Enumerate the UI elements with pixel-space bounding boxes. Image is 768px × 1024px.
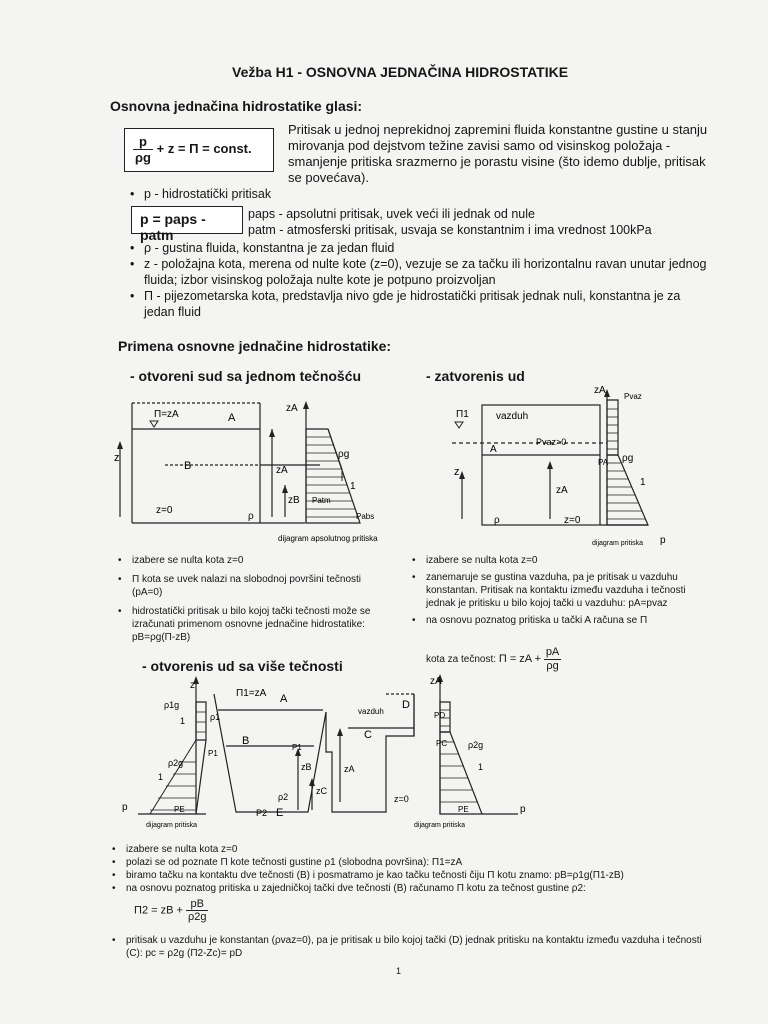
fig3-rho2: ρ2 — [278, 792, 289, 802]
right-notes — [410, 554, 710, 627]
fig3-point-e: E — [276, 807, 284, 819]
fig1-z: z — [114, 452, 120, 464]
fig3-diag-left: dijagram pritiska — [146, 822, 197, 829]
bottom-note-0: • izabere se nulta kota z=0 — [110, 843, 730, 856]
bottom-note-2: • biramo tačku na kontaktu dve tečnosti (B) i posmatramo je kao tačku tečnosti čiju Π kotu znamo: pB=ρ1g(Π1-zB) — [110, 869, 730, 882]
fig3-point-c: C — [364, 729, 372, 741]
fig2-diag-label: dijagram pritiska — [592, 540, 643, 547]
pi2-num: pB — [186, 898, 209, 911]
pi2-den: ρ2g — [187, 911, 207, 923]
fig1-diag-label: dijagram apsolutnog pritiska — [278, 534, 378, 543]
left-note-2: • hidrostatički pritisak u bilo kojoj tački tečnosti može se izračunati primenom osnovne jednačine hidrostatike: pB=ρg(Π-zB) — [116, 605, 384, 644]
page-title: Vežba H1 - OSNOVNA JEDNAČINA HIDROSTATIKE — [232, 64, 569, 80]
right-formula-den: ρg — [546, 660, 559, 672]
fig1-za: zA — [276, 465, 288, 476]
fig1-rhog: ρg — [338, 449, 350, 460]
bullet-p: • p - hidrostatički pritisak — [128, 186, 688, 202]
case3-heading: - otvorenis ud sa više tečnosti — [142, 658, 343, 674]
fig2-p: p — [660, 535, 666, 546]
bullet-rho: • ρ - gustina fluida, konstantna je za jedan fluid — [128, 240, 708, 256]
paps-desc: paps - apsolutni pritisak, uvek veći ili jednak od nule — [248, 207, 535, 221]
right-note-2: • na osnovu poznatog pritiska u tački A računa se Π — [410, 614, 710, 627]
fig3-pc: PC — [436, 739, 448, 748]
pressure-eq-box — [131, 206, 243, 243]
fig1-pabs: Pabs — [356, 512, 375, 521]
main-description: Pritisak u jednoj neprekidnoj zapremini fluida konstantne gustine u stanju mirovanja pod dejstvom težine zavisi samo od visinskog položaja - smanjenje pritiska srazmerno je porastu visine (što idemo dublje, pritisak se povećava). — [288, 122, 708, 185]
fig3-point-d: D — [402, 699, 410, 711]
right-note-0: • izabere se nulta kota z=0 — [410, 554, 710, 567]
page-number: 1 — [396, 966, 402, 976]
pi2-formula — [134, 898, 208, 923]
fig2-rho: ρ — [494, 515, 500, 526]
fig3-p2: P2 — [256, 808, 268, 818]
fig2-rhog: ρg — [622, 453, 634, 464]
fig1-za-top: zA — [286, 403, 298, 414]
fig3-rho2g: ρ2g — [168, 758, 184, 768]
fig3-vazduh: vazduh — [358, 707, 384, 716]
right-formula-num: pA — [545, 646, 560, 658]
fig1-point-a: A — [228, 412, 236, 424]
fig3-one-a: 1 — [180, 716, 186, 726]
fig2-pa: PA — [598, 458, 609, 467]
fig3-zc: zC — [316, 786, 327, 796]
fig2-point-a: A — [490, 444, 497, 455]
bullet-list — [128, 240, 708, 320]
application-heading: Primena osnovne jednačine hidrostatike: — [118, 338, 392, 354]
bullet-p-list — [128, 186, 688, 202]
fig2-one: 1 — [640, 477, 646, 488]
fig3-z0: z=0 — [394, 794, 409, 804]
bottom-note-3: • na osnovu poznatog pritiska u zajedničkoj tački dve tečnosti (B) računamo Π kotu za tečnost gustine ρ2: — [110, 882, 730, 895]
pressure-equation: p = paps - patm — [140, 211, 206, 243]
case2-heading: - zatvorenis ud — [426, 368, 525, 384]
fig2-pvaz-gt0: Pvaz>0 — [536, 437, 567, 447]
fig2-za-top: zA — [594, 385, 606, 396]
fig2-z0: z=0 — [564, 515, 581, 526]
fig3-p-right: p — [520, 804, 526, 815]
left-note-1: • Π kota se uvek nalazi na slobodnoj površini tečnosti (pA=0) — [116, 573, 384, 599]
fig2-za: zA — [556, 485, 568, 496]
fig3-p1-right: P1 — [292, 743, 302, 752]
bottom-note-1: • polazi se od poznate Π kote tečnosti gustine ρ1 (slobodna površina): Π1=zA — [110, 856, 730, 869]
left-notes — [116, 554, 384, 644]
fig3-za-inner: zA — [344, 764, 355, 774]
fig2-pi1: Π1 — [456, 409, 469, 420]
eq-num: p — [133, 134, 153, 150]
fig1-rho: ρ — [248, 511, 254, 522]
intro-heading: Osnovna jednačina hidrostatike glasi: — [110, 98, 363, 114]
bottom-notes — [110, 843, 730, 895]
fig3-zb: zB — [301, 762, 312, 772]
bullet-z: • z - položajna kota, merena od nulte kote (z=0), vezuje se za tačku ili horizontalnu ravan unutar jednog fluida; izbor visinskog položaja nulte kote je potpuno proizvoljan — [128, 256, 708, 288]
fig2-vazduh: vazduh — [496, 411, 529, 422]
fig1-pi-label: Π=zA — [154, 409, 179, 420]
right-note-1: • zanemaruje se gustina vazduha, pa je pritisak u vazduhu konstantan. Pritisak na kontaktu između vazduha i tečnosti jednak je pritisku u bilo kojoj tački u vazduhu: pA=pvaz — [410, 571, 710, 610]
fig1-zb: zB — [288, 495, 300, 506]
fig3-rho1g: ρ1g — [164, 700, 180, 710]
fig3-diag-right: dijagram pritiska — [414, 822, 465, 829]
pi2-lhs: Π2 = zB + — [134, 904, 183, 917]
fig3-pd: PD — [434, 711, 446, 720]
right-formula-prefix: kota za tečnost: — [426, 654, 497, 666]
closed-vessel-figure — [452, 385, 682, 560]
fig3-one-c: 1 — [478, 762, 484, 772]
fig1-z0: z=0 — [156, 505, 173, 516]
open-vessel-figure — [110, 385, 400, 550]
fig3-z: z — [190, 680, 195, 691]
right-formula-lhs: Π = zA + — [498, 653, 542, 666]
left-note-0: • izabere se nulta kota z=0 — [116, 554, 384, 567]
fig2-z: z — [454, 466, 460, 478]
fig3-one-b: 1 — [158, 772, 164, 782]
fig3-p-left: p — [122, 802, 128, 813]
fig1-point-b: B — [184, 460, 192, 472]
last-note-list — [110, 934, 710, 960]
case1-heading: - otvoreni sud sa jednom tečnošću — [130, 368, 362, 384]
fig2-pvaz: Pvaz — [624, 392, 642, 401]
fig3-rho1: ρ1 — [210, 712, 221, 722]
fig3-rho2g-right: ρ2g — [468, 740, 484, 750]
eq-rest: + z = Π = const. — [156, 140, 252, 156]
patm-desc: patm - atmosferski pritisak, usvaja se konstantnim i ima vrednost 100kPa — [248, 223, 652, 237]
fig3-pe-right: PE — [458, 805, 469, 814]
fig1-one: 1 — [350, 481, 356, 492]
fig3-pe: PE — [174, 805, 185, 814]
last-note: • pritisak u vazduhu je konstantan (ρvaz=0), pa je pritisak u bilo kojoj tački (D) jednak pritisku na kontaktu između vazduha i tečnosti (C): pc = ρ2g (Π2-Zc)= pD — [110, 934, 710, 960]
fig3-za: zA — [430, 676, 442, 687]
fig3-p1: P1 — [208, 749, 218, 758]
multi-liquid-figure — [118, 672, 538, 840]
fig3-point-a: A — [280, 693, 288, 705]
eq-den: ρg — [135, 150, 151, 165]
bullet-pi: • Π - pijezometarska kota, predstavlja nivo gde je hidrostatički pritisak jednak nuli, konstantna je za jedan fluid — [128, 288, 708, 320]
main-equation-box — [124, 128, 274, 172]
fig1-patm: Patm — [312, 496, 331, 505]
right-formula-line — [426, 646, 726, 673]
fig3-point-b: B — [242, 735, 250, 747]
fig3-pi1: Π1=zA — [236, 688, 267, 699]
